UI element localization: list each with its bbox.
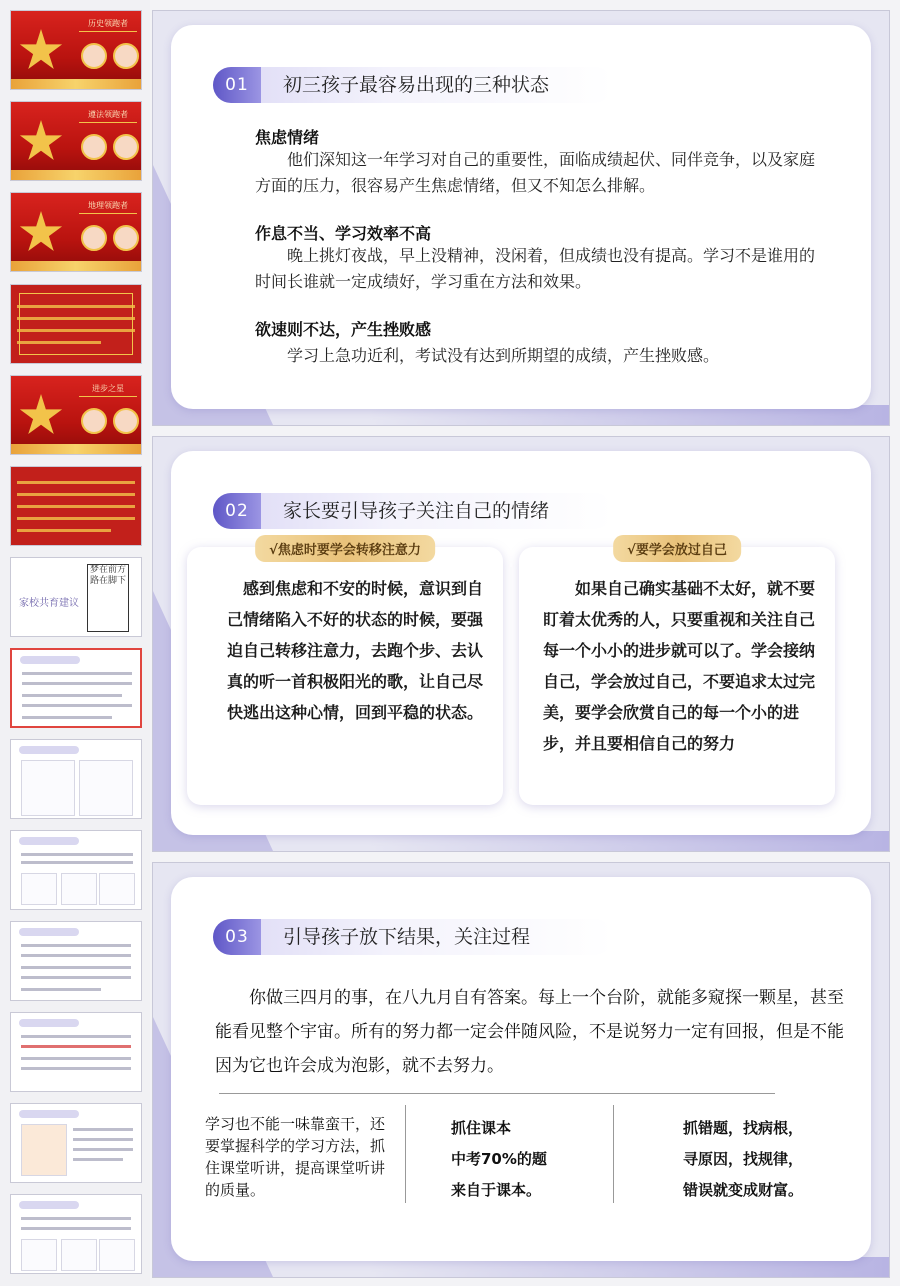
section-title-text: 家长要引导孩子关注自己的情绪 xyxy=(283,500,550,522)
avatar xyxy=(81,225,107,251)
tip-line: 错误就变成财富。 xyxy=(683,1181,804,1199)
tip-panel-left xyxy=(187,543,503,805)
tip-tag: √焦虑时要学会转移注意力 xyxy=(255,535,435,562)
avatar xyxy=(113,225,139,251)
star-icon xyxy=(19,29,63,73)
section-number: 01 xyxy=(213,67,261,103)
star-icon xyxy=(19,211,63,255)
section-title-text: 引导孩子放下结果，关注过程 xyxy=(283,926,531,948)
slide-thumbnail-2[interactable] xyxy=(10,101,142,181)
tip-column-2 xyxy=(451,1113,601,1206)
content-card xyxy=(171,877,871,1261)
tip-column-3 xyxy=(683,1113,853,1206)
slide-thumbnail-6[interactable] xyxy=(10,466,142,546)
section-title xyxy=(213,67,613,103)
slide-2[interactable] xyxy=(152,436,890,852)
avatar xyxy=(81,43,107,69)
slide-thumbnail-9[interactable] xyxy=(10,739,142,819)
tip-line: 抓错题，找病根， xyxy=(683,1119,804,1137)
thumbnail-banner: 进步之星 xyxy=(79,382,137,397)
thumbnail-title: 家校共育建议 xyxy=(19,598,79,609)
heading-frustration: 欲速则不达，产生挫败感 xyxy=(255,320,432,339)
slide-3[interactable] xyxy=(152,862,890,1278)
star-icon xyxy=(19,394,63,438)
tip-line: 来自于课本。 xyxy=(451,1181,542,1199)
avatar xyxy=(113,408,139,434)
heading-anxiety: 焦虑情绪 xyxy=(255,128,320,147)
tip-column-1: 学习也不能一味靠蛮干，还要掌握科学的学习方法，抓住课堂听讲，提高课堂听讲的质量。 xyxy=(205,1115,386,1199)
star-icon xyxy=(19,120,63,164)
tip-tag: √要学会放过自己 xyxy=(613,535,741,562)
slide-thumbnail-3[interactable] xyxy=(10,192,142,272)
avatar xyxy=(113,134,139,160)
divider xyxy=(219,1093,775,1094)
paragraph-anxiety: 他们深知这一年学习对自己的重要性，面临成绩起伏、同伴竞争，以及家庭方面的压力，很容易产生焦虑情绪，但又不知怎么排解。 xyxy=(255,150,816,195)
slide-thumbnail-panel xyxy=(0,0,150,1286)
tip-panel-right xyxy=(519,543,835,805)
tip-line: 寻原因，找规律， xyxy=(683,1150,804,1168)
tip-text: 感到焦虑和不安的时候，意识到自己情绪陷入不好的状态的时候，要强迫自己转移注意力，去跑个步、去认真的听一首积极阳光的歌，让自己尽快逃出这种心情，回到平稳的状态。 xyxy=(227,579,484,722)
avatar xyxy=(113,43,139,69)
section-title xyxy=(213,493,613,529)
divider xyxy=(405,1105,406,1203)
thumbnail-banner: 历史领跑者 xyxy=(79,17,137,32)
slide-thumbnail-4[interactable] xyxy=(10,284,142,364)
content-card xyxy=(171,451,871,835)
section-title xyxy=(213,919,613,955)
avatar xyxy=(81,134,107,160)
heading-schedule: 作息不当、学习效率不高 xyxy=(255,224,432,243)
slide-1[interactable] xyxy=(152,10,890,426)
slide-thumbnail-1[interactable] xyxy=(10,10,142,90)
section-number: 03 xyxy=(213,919,261,955)
content-card xyxy=(171,25,871,409)
slide-thumbnail-8[interactable] xyxy=(10,648,142,728)
slide-thumbnail-14[interactable] xyxy=(10,1194,142,1274)
tip-text: 如果自己确实基础不太好，就不要盯着太优秀的人，只要重视和关注自己每一个小小的进步就可以了。学会接纳自己，学会放过自己，不要追求太过完美，要学会欣赏自己的每一个小的进步，并且要相信自己的努力 xyxy=(543,579,816,753)
avatar xyxy=(81,408,107,434)
thumbnail-vertical-text: 梦在前方 路在脚下 xyxy=(87,564,129,632)
tip-line: 抓住课本 xyxy=(451,1119,512,1137)
divider xyxy=(613,1105,614,1203)
slide-thumbnail-12[interactable] xyxy=(10,1012,142,1092)
thumbnail-banner: 地理领跑者 xyxy=(79,199,137,214)
main-paragraph: 你做三四月的事，在八九月自有答案。每上一个台阶，就能多窥探一颗星，甚至能看见整个宇宙。所有的努力都一定会伴随风险，不是说努力一定有回报，但是不能因为它也许会成为泡影，就不去努力。 xyxy=(215,988,844,1076)
slide-thumbnail-13[interactable] xyxy=(10,1103,142,1183)
tip-line: 中考70%的题 xyxy=(451,1150,547,1168)
section-title-text: 初三孩子最容易出现的三种状态 xyxy=(283,74,550,96)
thumbnail-banner: 遵法领跑者 xyxy=(79,108,137,123)
section-number: 02 xyxy=(213,493,261,529)
paragraph-schedule: 晚上挑灯夜战，早上没精神，没闲着，但成绩也没有提高。学习不是谁用的时间长谁就一定成绩好，学习重在方法和效果。 xyxy=(255,246,816,291)
slide-thumbnail-7[interactable] xyxy=(10,557,142,637)
slide-thumbnail-11[interactable] xyxy=(10,921,142,1001)
slide-thumbnail-5[interactable] xyxy=(10,375,142,455)
paragraph-frustration: 学习上急功近利，考试没有达到所期望的成绩，产生挫败感。 xyxy=(287,346,720,365)
slide-thumbnail-10[interactable] xyxy=(10,830,142,910)
